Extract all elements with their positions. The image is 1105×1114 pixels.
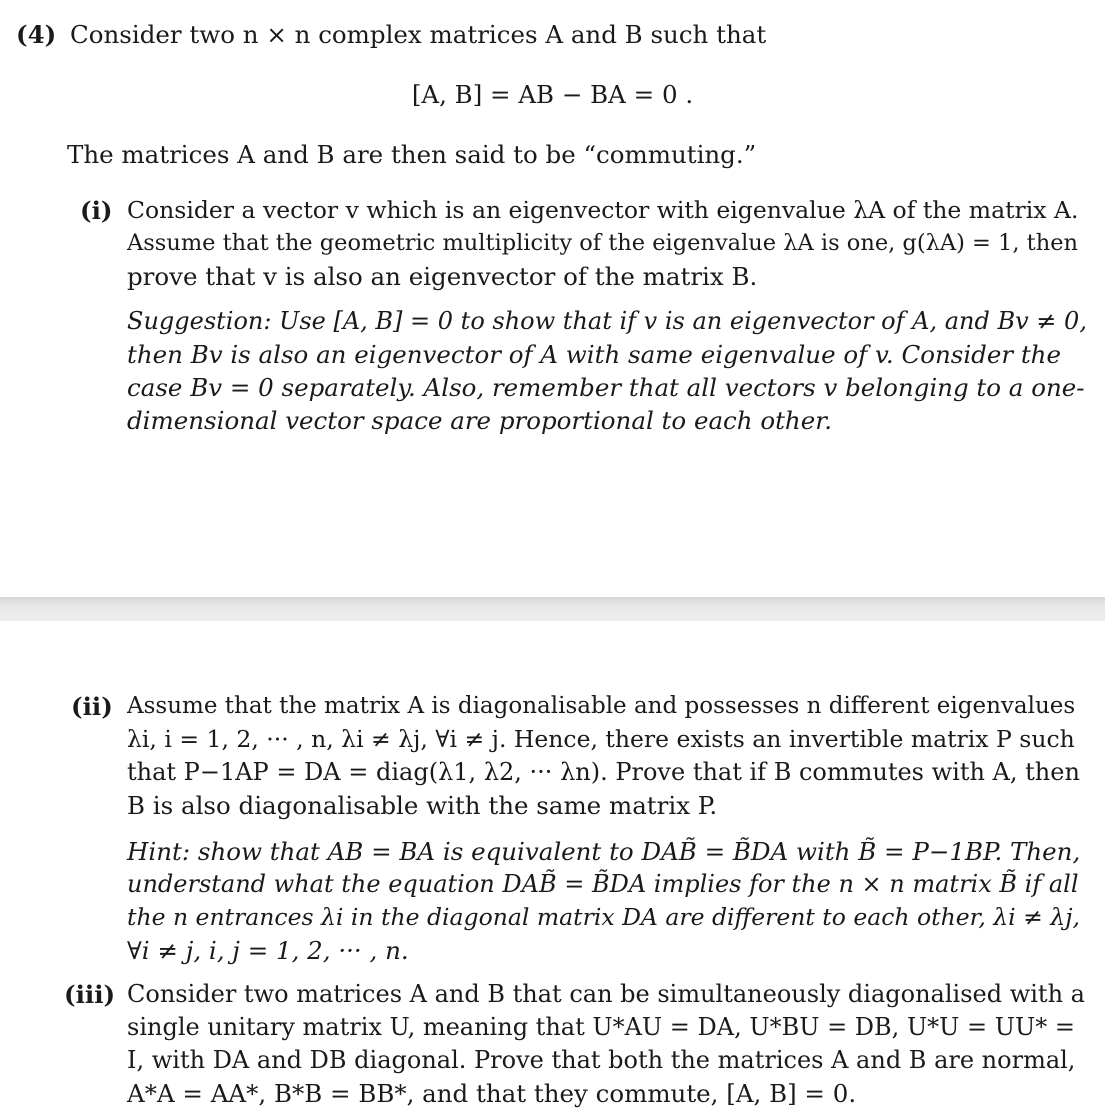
problem-number: (4) (16, 20, 57, 49)
part-i-line: prove that v is also an eigenvector of the matrix B. (127, 262, 758, 291)
part-ii-line: λi, i = 1, 2, ··· , n, λi ≠ λj, ∀i ≠ j. Hence, there exists an invertible matrix P such (127, 725, 1075, 753)
part-i-line: Assume that the geometric multiplicity of the eigenvalue λA is one, g(λA) = 1, then (127, 230, 1079, 256)
part-iii-line: single unitary matrix U, meaning that U*AU = DA, U*BU = DB, U*U = UU* = (127, 1013, 1075, 1041)
part-iii-line: A*A = AA*, B*B = BB*, and that they commute, [A, B] = 0. (127, 1079, 857, 1108)
suggestion-line: Suggestion: Use [A, B] = 0 to show that if v is an eigenvector of A, and Bv ≠ 0, (127, 307, 1087, 335)
part-i-suggestion (127, 305, 1087, 437)
part-iii-line: I, with DA and DB diagonal. Prove that both the matrices A and B are normal, (127, 1046, 1076, 1074)
part-i-body (127, 194, 1087, 293)
part-ii-body (127, 690, 1087, 822)
hint-line: the n entrances λi in the diagonal matrix DA are different to each other, λi ≠ λj, (127, 903, 1080, 931)
hint-line: understand what the equation DAB̃ = B̃DA implies for the n × n matrix B̃ if all (127, 870, 1079, 898)
problem-intro: Consider two n × n complex matrices A and B such that (70, 20, 767, 49)
page-divider (0, 597, 1105, 621)
suggestion-line: dimensional vector space are proportional to each other. (127, 406, 833, 435)
part-i-line: Consider a vector v which is an eigenvector with eigenvalue λA of the matrix A. (127, 196, 1079, 224)
page-2 (0, 621, 1105, 1114)
suggestion-line: then Bv is also an eigenvector of A with same eigenvalue of v. Consider the (127, 340, 1061, 369)
part-ii-line: that P−1AP = DA = diag(λ1, λ2, ··· λn). Prove that if B commutes with A, then (127, 758, 1080, 786)
part-ii-label: (ii) (71, 692, 113, 721)
part-ii-line: B is also diagonalisable with the same matrix P. (127, 791, 718, 820)
suggestion-line: case Bv = 0 separately. Also, remember that all vectors v belonging to a one- (127, 373, 1085, 402)
part-ii-line: Assume that the matrix A is diagonalisable and possesses n different eigenvalues (127, 693, 1076, 719)
part-ii-hint (127, 835, 1087, 967)
problem-header (16, 18, 766, 51)
part-iii-label: (iii) (64, 980, 116, 1009)
hint-line: ∀i ≠ j, i, j = 1, 2, ··· , n. (127, 936, 409, 965)
part-iii-line: Consider two matrices A and B that can be simultaneously diagonalised with a (127, 980, 1085, 1008)
commutator-equation: [A, B] = AB − BA = 0 . (411, 80, 694, 109)
part-i-label: (i) (80, 196, 113, 225)
hint-line: Hint: show that AB = BA is equivalent to DAB̃ = B̃DA with B̃ = P−1BP. Then, (127, 837, 1081, 866)
commuting-definition: The matrices A and B are then said to be “commuting.” (67, 140, 757, 169)
part-iii-body (127, 978, 1087, 1110)
